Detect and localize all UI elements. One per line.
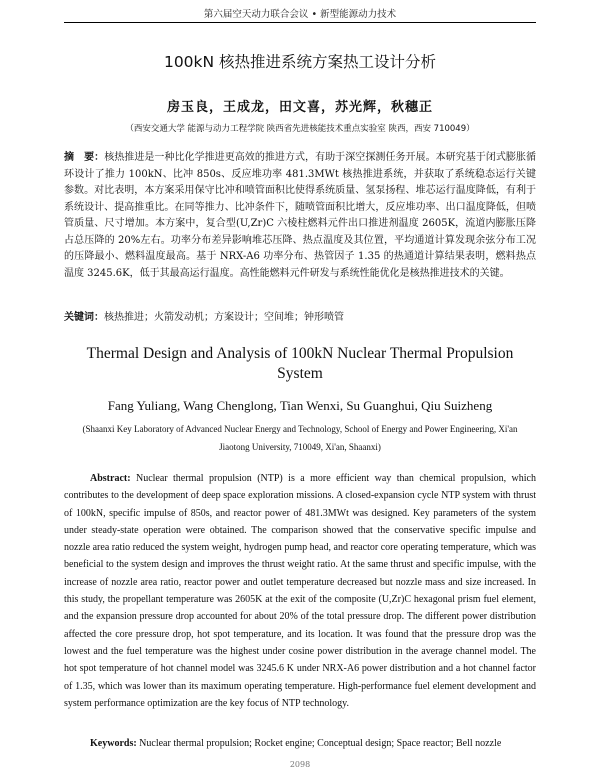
chinese-keywords-text: 核热推进；火箭发动机；方案设计；空间堆；钟形喷管 — [104, 312, 344, 323]
english-keywords — [64, 738, 536, 749]
english-authors: Fang Yuliang, Wang Chenglong, Tian Wenxi, Su Guanghui, Qiu Suizheng — [107, 398, 493, 413]
english-title: Thermal Design and Analysis of 100kN Nuclear Thermal Propulsion System — [86, 345, 514, 382]
english-affiliation: (Shaanxi Key Laboratory of Advanced Nuclear Energy and Technology, School of Energy and Power Engineering, Xi'an Jiaotong University, 710049, Xi'an, Shaanxi) — [82, 424, 518, 452]
chinese-title: 100kN 核热推进系统方案热工设计分析 — [163, 53, 437, 71]
chinese-keywords — [64, 308, 536, 323]
chinese-abstract — [64, 150, 536, 282]
english-abstract — [64, 470, 536, 712]
english-abstract-label: Abstract: — [90, 473, 131, 484]
chinese-affiliation: （西安交通大学 能源与动力工程学院 陕西省先进核能技术重点实验室 陕西，西安 710049） — [125, 124, 475, 134]
chinese-abstract-text: 核热推进是一种比化学推进更高效的推进方式，有助于深空探测任务开展。本研究基于闭式膨胀循环设计了推力 100kN、比冲 850s、反应堆功率 481.3MWt 核热推进系统，并获取了系统稳态运行关键参数。对比表明，本方案采用保守比冲和喷管面积比使得系统质量、氢泵扬程、堆芯运行温度降低，有利于系统设计、提高推重比。在同等推力、比冲条件下，随喷管面积比增大，反应堆功率、出口温度降低，但喷管质量、尺寸增加。本方案中，复合型(U,Zr)C 六棱柱燃料元件出口推进剂温度 2605K，流道内膨胀压降占总压降的 20%左右。功率分布差异影响堆芯压降、热点温度及其位置，平均通道计算发现余弦分布工况的压降最小、燃料温度最高。基于 NRX-A6 功率分布、热管因子 1.35 的热通道计算结果表明，燃料热点温度 3245.6K，低于其最高运行温度。高性能燃料元件研发与系统性能优化是核热推进技术的关键。 — [64, 152, 537, 279]
page-number: 2098 — [289, 760, 311, 769]
chinese-abstract-label: 摘 要： — [64, 152, 105, 163]
english-abstract-text: Nuclear thermal propulsion (NTP) is a more efficient way than chemical propulsion, which contributes to the development of deep space exploration missions. A closed-expansion cycle NTP system with thrust of 100kN, specific impulse of 850s, and reactor power of 481.3MWt was designed. Key parameters of the system under steady-state operation were obtained. The comparison showed that the conservative specific impulse and nozzle area ratio reduced the system weight, hydrogen pump head, and reactor core operating temperature, which was beneficial to the system design and improves the thrust weight ratio. At the same thrust and specific impulse, with the increase of nozzle area ratio, reactor power and outlet temperature decreased but nozzle mass and size increased. In this study, the propellant temperature was 2605K at the exit of the composite (U,Zr)C hexagonal prism fuel element, and the expansion pressure drop accounted for about 20% of the total pressure drop. The different power distribution affected the core pressure drop, hot spot temperature, and its location. It was found that the pressure drop was the lowest and the fuel temperature was the highest under cosine power distribution in the average channel model. The hot spot temperature of hot channel model was 3245.6 K under NRX-A6 power distribution and a hot channel factor of 1.35, which was lower than its maximum operating temperature. High-performance fuel element development and system performance optimization are the key focus of NTP technology. — [64, 473, 536, 709]
chinese-authors: 房玉良，王成龙，田文喜，苏光辉，秋穗正 — [166, 100, 433, 115]
english-keywords-text: Nuclear thermal propulsion; Rocket engine; Conceptual design; Space reactor; Bell nozzle — [139, 738, 502, 749]
header-rule — [64, 22, 536, 23]
running-header: 第六届空天动力联合会议 • 新型能源动力技术 — [203, 9, 397, 20]
english-keywords-label: Keywords: — [90, 738, 137, 749]
chinese-keywords-label: 关键词： — [64, 312, 104, 323]
